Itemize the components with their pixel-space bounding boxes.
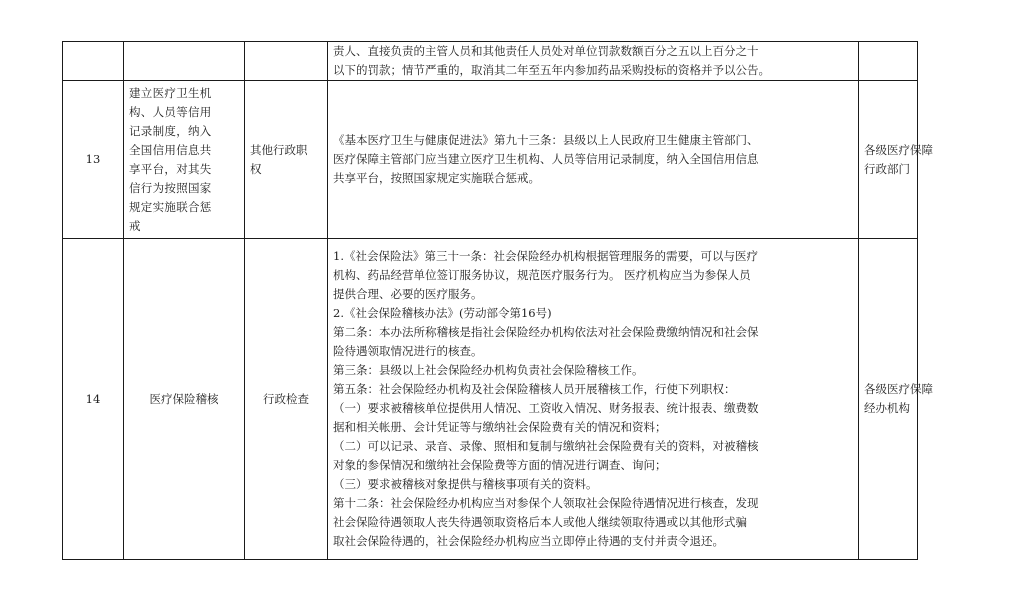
item-name-line: 戒	[129, 218, 141, 233]
row-number-cell	[63, 42, 124, 81]
row-number-cell: 14	[63, 239, 124, 560]
item-name-line: 规定实施联合惩	[129, 199, 212, 214]
item-type-cell	[245, 81, 328, 239]
item-name-cell	[124, 42, 245, 81]
basis-line: 2.《社会保险稽核办法》(劳动部令第16号)	[333, 306, 552, 320]
table-row	[63, 239, 918, 560]
basis-line: 第二条：本办法所称稽核是指社会保险经办机构依法对社会保险费缴纳情况和社会保	[333, 325, 759, 339]
basis-line: 医疗保障主管部门应当建立医疗卫生机构、人员等信用记录制度，纳入全国信用信息	[333, 152, 759, 166]
basis-line: 险待遇领取情况进行的核查。	[333, 344, 483, 358]
legal-basis-cell	[328, 239, 859, 560]
item-name-cell	[124, 81, 245, 239]
basis-line: 共享平台，按照国家规定实施联合惩戒。	[333, 171, 540, 185]
item-name-line: 全国信用信息共	[129, 142, 212, 157]
item-type-line: 其他行政职	[250, 142, 308, 157]
basis-line: （一）要求被稽核单位提供用人情况、工资收入情况、财务报表、统计报表、缴费数	[333, 401, 759, 415]
basis-line: 第三条：县级以上社会保险经办机构负责社会保险稽核工作。	[333, 363, 644, 377]
org-cell	[859, 239, 933, 560]
basis-line: 《基本医疗卫生与健康促进法》第九十三条：县级以上人民政府卫生健康主管部门、	[333, 133, 759, 147]
item-name-cell: 医疗保险稽核	[124, 239, 245, 560]
basis-line: 对象的参保情况和缴纳社会保险费等方面的情况进行调查、询问；	[333, 458, 667, 472]
item-name-line: 享平台，对其失	[129, 161, 212, 176]
basis-line: （二）可以记录、录音、录像、照相和复制与缴纳社会保险费有关的资料，对被稽核	[333, 439, 759, 453]
legal-basis-cell	[328, 81, 859, 239]
basis-line: （三）要求被稽核对象提供与稽核事项有关的资料。	[333, 477, 598, 491]
item-type-line: 权	[250, 161, 262, 176]
basis-line: 责人、直接负责的主管人员和其他责任人员处对单位罚款数额百分之五以上百分之十	[333, 44, 759, 58]
org-line: 各级医疗保障	[864, 382, 933, 396]
basis-line: 社会保险待遇领取人丧失待遇领取资格后本人或他人继续领取待遇或以其他形式骗	[333, 515, 747, 529]
org-line: 经办机构	[864, 401, 910, 415]
basis-line: 提供合理、必要的医疗服务。	[333, 287, 483, 301]
policy-table	[62, 41, 933, 560]
basis-line: 第五条：社会保险经办机构及社会保险稽核人员开展稽核工作，行使下列职权：	[333, 382, 736, 396]
item-type-cell: 行政检查	[245, 239, 328, 560]
basis-line: 取社会保险待遇的，社会保险经办机构应当立即停止待遇的支付并责令退还。	[333, 534, 724, 548]
org-line: 各级医疗保障	[864, 142, 933, 157]
table-row	[63, 81, 918, 239]
basis-line: 机构、药品经营单位签订服务协议，规范医疗服务行为。 医疗机构应当为参保人员	[333, 268, 751, 282]
basis-line: 据和相关帐册、会计凭证等与缴纳社会保险费有关的情况和资料；	[333, 420, 667, 434]
basis-line: 以下的罚款；情节严重的，取消其二年至五年内参加药品采购投标的资格并予以公告。	[333, 63, 770, 77]
basis-line: 第十二条：社会保险经办机构应当对参保个人领取社会保险待遇情况进行核查，发现	[333, 496, 759, 510]
org-line: 行政部门	[864, 161, 910, 176]
org-cell	[859, 42, 918, 81]
item-name-line: 建立医疗卫生机	[129, 85, 212, 100]
item-name-line: 构、人员等信用	[129, 104, 212, 119]
table-row	[63, 42, 918, 81]
basis-line: 1.《社会保险法》第三十一条：社会保险经办机构根据管理服务的需要，可以与医疗	[333, 249, 758, 263]
org-cell	[859, 81, 933, 239]
legal-basis-cell	[328, 42, 859, 81]
item-name-line: 信行为按照国家	[129, 180, 212, 195]
row-number-cell: 13	[63, 81, 124, 239]
item-name-line: 记录制度，纳入	[129, 123, 212, 138]
item-type-cell	[245, 42, 328, 81]
